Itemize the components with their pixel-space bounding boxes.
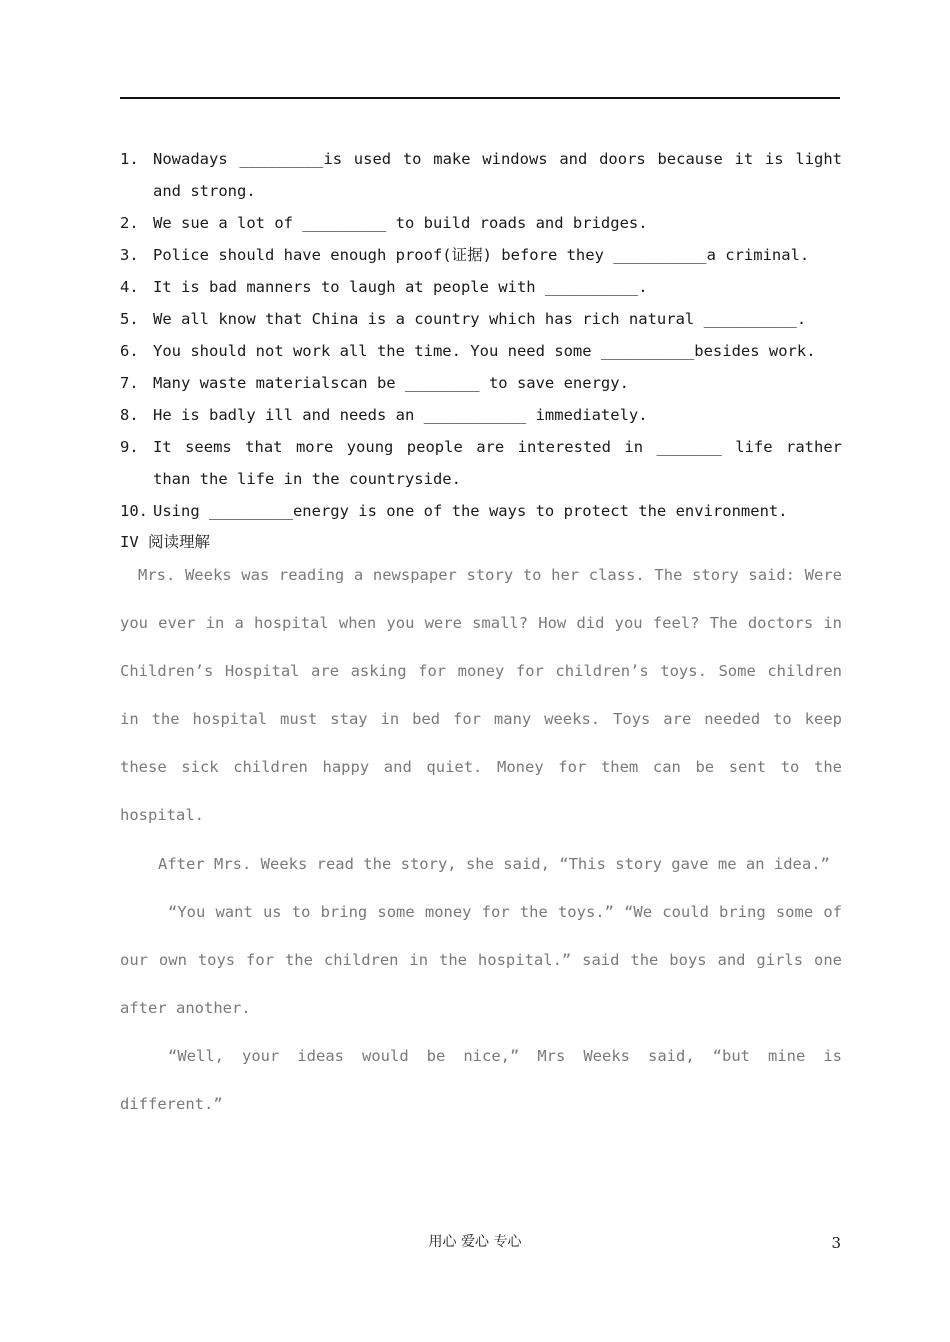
exercise-item [120,239,842,271]
exercise-item [120,399,842,431]
exercise-text: Nowadays _________is used to make windows and doors because it is light and strong. [153,150,842,200]
exercise-text: It seems that more young people are interested in _______ life rather than the life in the countryside. [153,438,842,488]
exercise-number: 2. [120,214,139,232]
reading-paragraph: Mrs. Weeks was reading a newspaper story to her class. The story said: Were you ever in a hospital when you were small? How did you feel? The doctors in Children’s Hospital are asking for money for children’s toys. Some children in the hospital must stay in bed for many weeks. Toys are needed to keep these sick children happy and quiet. Money for them can be sent to the hospital. [120,566,842,825]
exercise-text: We all know that China is a country which has rich natural __________. [153,310,807,328]
exercise-item [120,207,842,239]
exercise-text: Police should have enough proof(证据) before they __________a criminal. [153,246,810,264]
exercise-number: 8. [120,406,139,424]
reading-paragraph: After Mrs. Weeks read the story, she said, “This story gave me an idea.” [158,854,830,873]
exercise-item [120,335,842,367]
exercise-item [120,271,842,303]
exercise-list [120,143,842,527]
exercise-number: 6. [120,342,139,360]
reading-paragraph: “You want us to bring some money for the toys.” “We could bring some of our own toys for the children in the hospital.” said the boys and girls one after another. [120,902,842,1017]
exercise-item [120,431,842,495]
exercise-number: 1. [120,150,139,168]
exercise-item [120,367,842,399]
exercise-number: 5. [120,310,139,328]
exercise-text: Using _________energy is one of the ways to protect the environment. [153,502,788,520]
exercise-number: 7. [120,374,139,392]
exercise-text: It is bad manners to laugh at people with __________. [153,278,648,296]
reading-passage [120,551,842,1128]
reading-paragraph: “Well, your ideas would be nice,” Mrs Weeks said, “but mine is different.” [120,1046,842,1114]
exercise-text: You should not work all the time. You need some __________besides work. [153,342,816,360]
exercise-item [120,143,842,207]
exercise-number: 3. [120,246,139,264]
exercise-item [120,303,842,335]
exercise-number: 9. [120,438,139,456]
page-number: 3 [831,1234,841,1252]
header-rule [120,97,840,99]
section-heading: IV 阅读理解 [120,533,210,551]
exercise-number: 10. [120,502,148,520]
exercise-item [120,495,842,527]
exercise-text: Many waste materialscan be ________ to save energy. [153,374,629,392]
exercise-number: 4. [120,278,139,296]
exercise-text: He is badly ill and needs an ___________ immediately. [153,406,648,424]
exercise-text: We sue a lot of _________ to build roads and bridges. [153,214,648,232]
footer-motto: 用心 爱心 专心 [428,1234,522,1250]
